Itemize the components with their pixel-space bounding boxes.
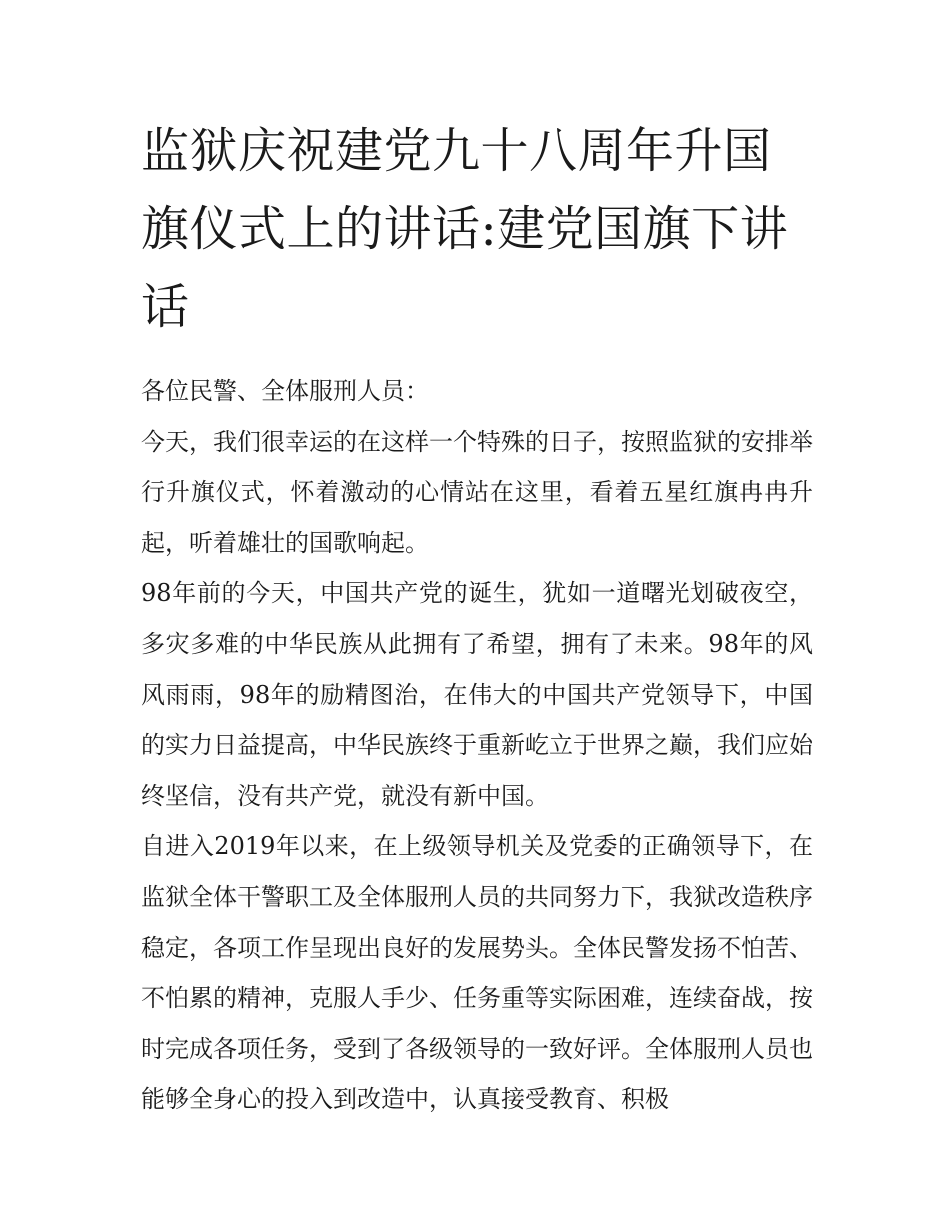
salutation-paragraph: 各位民警、全体服刑人员：	[141, 377, 429, 405]
body-paragraph: 98年前的今天，中国共产党的诞生，犹如一道曙光划破夜空，多灾多难的中华民族从此拥有了希望，拥有了未来。98年的风风雨雨，98年的励精图治，在伟大的中国共产党领导下，中国的实力日益提高，中华民族终于重新屹立于世界之巅，我们应始终坚信，没有共产党，就没有新中国。	[141, 579, 813, 810]
body-paragraph: 今天，我们很幸运的在这样一个特殊的日子，按照监狱的安排举行升旗仪式，怀着激动的心情站在这里，看着五星红旗冉冉升起，听着雄壮的国歌响起。	[141, 427, 813, 557]
document-title: 监狱庆祝建党九十八周年升国旗仪式上的讲话:建党国旗下讲话	[141, 123, 789, 335]
document-body	[141, 112, 813, 1125]
body-paragraph: 自进入2019年以来，在上级领导机关及党委的正确领导下，在监狱全体干警职工及全体服刑人员的共同努力下，我狱改造秩序稳定，各项工作呈现出良好的发展势头。全体民警发扬不怕苦、不怕累的精神，克服人手少、任务重等实际困难，连续奋战，按时完成各项任务，受到了各级领导的一致好评。全体服刑人员也能够全身心的投入到改造中，认真接受教育、积极	[141, 832, 813, 1114]
